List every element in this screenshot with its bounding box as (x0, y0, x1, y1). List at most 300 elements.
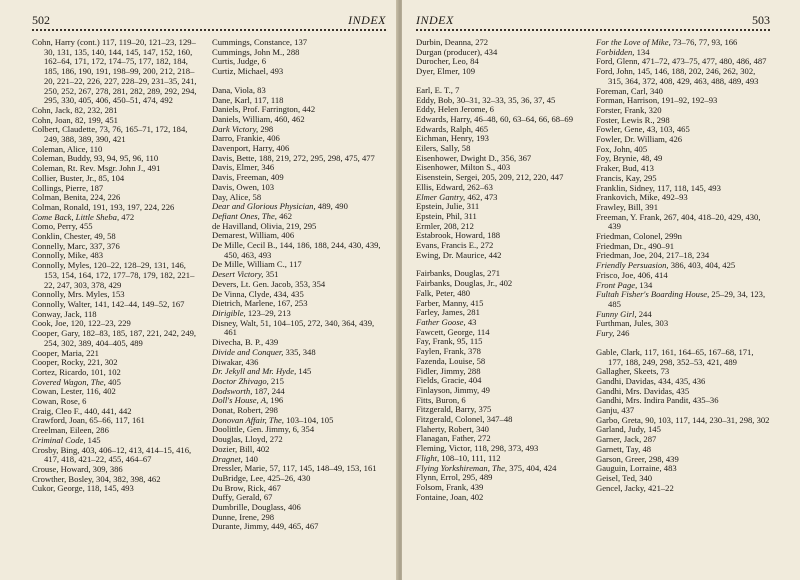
entry-name: Front Page, (596, 279, 638, 290)
header-rule (32, 29, 386, 31)
entry-name: Creelman, Eileen, (32, 425, 94, 436)
index-entry (32, 38, 202, 106)
entry-pages: 492–93 (661, 192, 688, 203)
running-head: INDEX (348, 13, 386, 27)
entry-pages: 402 (499, 278, 513, 289)
right-page (402, 0, 800, 580)
entry-pages: 491 (147, 163, 161, 174)
entry-pages: 140 (244, 453, 258, 464)
entry-name: Eddy, Helen Jerome, (416, 104, 488, 115)
entry-pages: 182–83, 185, 187, 221, 242, 249, 254, 302, 389, 404–405, 489 (44, 328, 197, 348)
entry-name: Garnett, Tay, (596, 443, 641, 454)
entry-pages: 281 (467, 307, 480, 318)
entry-pages: 493 (270, 66, 284, 77)
entry-pages: 191–92, 192–93 (661, 95, 718, 106)
entry-name: Cowan, Lester, (32, 386, 84, 397)
entry-pages: 406, 414 (637, 269, 668, 280)
index-entry (596, 484, 770, 494)
entry-pages: 435–36 (692, 395, 719, 406)
entry-name: Doolittle, Gen. Jimmy, (212, 424, 291, 435)
entry-name: Frankovich, Mike, (596, 192, 660, 203)
entry-name: Dirigible, (212, 307, 246, 318)
entry-name: Cortez, Ricardo, (32, 366, 89, 377)
entry-name: Gandhi, Mrs. Indira Pandit, (596, 395, 691, 406)
entry-name: Connolly, Mrs. Myles, (32, 289, 110, 300)
entry-pages: 117 (289, 259, 302, 270)
entry-pages: 144, 186, 188, 244, 430, 439, 450, 463, 493 (224, 240, 381, 260)
entry-name: Dana, Viola, (212, 84, 256, 95)
entry-pages: 460, 462 (274, 113, 305, 124)
entry-name: Epstein, Julie, (416, 201, 465, 212)
entry-pages: 439 (470, 481, 484, 492)
entry-name: De Vinna, Clyde, (212, 288, 272, 299)
entry-pages: 215 (270, 375, 284, 386)
entry-pages: 436 (245, 356, 259, 367)
entry-name: Connolly, Myles, (32, 260, 92, 271)
entry-name: Flanagan, Father, (416, 433, 476, 444)
entry-pages: 58 (461, 143, 471, 154)
entry-name: Durocher, Leo, (416, 56, 468, 67)
entry-pages: 311 (464, 210, 477, 221)
entry-name: Criminal Code, (32, 434, 86, 445)
entry-name: Doctor Zhivago, (212, 375, 269, 386)
page-header (32, 12, 386, 28)
entry-pages: 116, 402 (86, 386, 116, 397)
entry-name: Folsom, Frank, (416, 481, 469, 492)
entry-pages: 421–22 (647, 482, 674, 493)
entry-pages: 483 (90, 250, 104, 261)
entry-name: Flying Yorkshireman, The, (416, 462, 508, 473)
entry-pages: 442 (302, 104, 316, 115)
entry-pages: 434, 435, 436 (658, 375, 706, 386)
entry-name: Gallagher, Skeets, (596, 366, 659, 377)
entry-name: Cukor, George, (32, 483, 85, 494)
entry-name: Finlayson, Jimmy, (416, 384, 480, 395)
entry-pages: 298 (656, 114, 670, 125)
entry-name: Crouse, Howard, (32, 463, 91, 474)
entry-pages: 51, 104–105, 272, 340, 364, 439, 461 (224, 317, 375, 338)
entry-name: Dear and Glorious Physician, (212, 201, 316, 212)
entry-name: Francis, Kay, (596, 172, 642, 183)
entry-pages: 117, 119–20, 121–23, 129–30, 131, 135, 140, 144, 145, 147, 152, 160, 162–64, 171, 172, 174–75, 177, 182, 184, 185, 186, 190, 191, 198–99, 200, 212, 218–20, 221–22, 226, 227, 228–29, 231–35, 241, 250, 252, 267, 278, 281, 282, 289, 292, 294, 295, 330, 405, 406, 450–51, 474, 492 (44, 37, 197, 106)
entry-pages: 67 (263, 492, 273, 503)
entry-name: Connolly, Mike, (32, 250, 89, 261)
entry-pages: 437 (621, 405, 635, 416)
entry-name: Eichman, Henry, (416, 133, 474, 144)
entry-pages: 471–72, 473–75, 477, 480, 486, 487 (641, 56, 767, 67)
entry-name: Fultah Fisher's Boarding House, (596, 289, 710, 300)
entry-name: Cohn, Jack, (32, 104, 73, 115)
page-number: 502 (32, 13, 50, 27)
entry-pages: 73 (660, 366, 670, 377)
entry-name: Flynn, Errol, (416, 472, 461, 483)
entry-pages: 298, 439 (648, 453, 679, 464)
entry-pages: 449, 465, 467 (271, 521, 319, 532)
entry-pages: 145 (298, 366, 312, 377)
entry-pages: 25–29, 34, 123, 485 (608, 289, 766, 309)
entry-name: Gencel, Jacky, (596, 482, 646, 493)
entry-pages: 356, 367 (501, 152, 532, 163)
entry-pages: 299n (664, 231, 682, 242)
entry-name: Elmer Gantry, (416, 191, 466, 202)
entry-pages: 480 (457, 287, 471, 298)
entry-name: Ermler, (416, 220, 442, 231)
entry-pages: 118, 298, 373, 493 (474, 443, 539, 454)
entry-pages: 145 (647, 424, 661, 435)
entry-pages: 193 (476, 133, 489, 144)
entry-name: Daniels, Prof. Farrington, (212, 104, 301, 115)
entry-pages: 434 (484, 46, 498, 57)
entry-name: Coleman, Alice, (32, 143, 88, 154)
entry-pages: 191, 193, 197, 224, 226 (92, 201, 175, 212)
entry-pages: 117, 161, 164–65, 167–68, 171, 177, 188, 249, 298, 352–53, 421, 489 (608, 346, 754, 367)
entry-name: Disney, Walt, (212, 317, 259, 328)
entry-name: Fairbanks, Douglas, Jr., (416, 278, 498, 289)
entry-pages: 221, 302 (87, 357, 118, 368)
entry-name: Ganju, (596, 405, 620, 416)
entry-name: Diwakar, (212, 356, 244, 367)
entry-pages: 85, 104 (98, 172, 125, 183)
entry-pages: 406 (266, 133, 280, 144)
entry-name: Dressler, Marie, (212, 463, 268, 474)
entry-pages: 196 (270, 395, 284, 406)
entry-name: Ellis, Edward, (416, 181, 465, 192)
entry-name: Cohn, Harry (cont.) (32, 37, 100, 47)
entry-pages: 406 (276, 143, 290, 154)
entry-pages: 272 (477, 433, 491, 444)
entry-name: Fitzgerald, Colonel, (416, 414, 485, 425)
entry-pages: 462 (279, 210, 292, 221)
entry-name: Dunne, Irene, (212, 511, 260, 522)
entry-name: Friedman, Dr., (596, 240, 647, 251)
entry-pages: 483 (663, 463, 677, 474)
entry-name: Forman, Harrison, (596, 95, 660, 106)
entry-pages: 224, 226 (90, 192, 121, 203)
entry-pages: 295, 489 (462, 472, 493, 483)
entry-name: Durante, Jimmy, (212, 521, 269, 532)
entry-pages: 101, 102 (90, 366, 121, 377)
entry-name: Freeman, Y. Frank, (596, 211, 662, 222)
entry-pages: 188 (487, 230, 501, 241)
index-column (32, 38, 202, 532)
entry-name: Cowan, Rose, (32, 396, 80, 407)
entry-pages: 141, 142–44, 149–52, 167 (94, 298, 185, 309)
entry-pages: 288 (286, 46, 300, 57)
entry-pages: 286 (95, 425, 109, 436)
entry-pages: 90, 103, 117, 144, 230–31, 298, 302 (645, 414, 770, 425)
entry-pages: 425–26, 430 (267, 472, 311, 483)
page-header (416, 12, 770, 28)
entry-pages: 145 (87, 434, 101, 445)
entry-name: Edwards, Ralph, (416, 123, 474, 134)
entry-name: Dumbrille, Douglass, (212, 502, 286, 513)
entry-pages: 103 (261, 181, 275, 192)
entry-pages: 48, 49 (640, 153, 663, 164)
entry-name: Conklin, Chester, (32, 231, 93, 242)
entry-name: Fowler, Gene, (596, 124, 645, 135)
entry-name: Cook, Joe, (32, 318, 69, 329)
entry-name: Gandhi, Mrs. Davidas, (596, 385, 675, 396)
entry-name: Dietrich, Marlene, (212, 298, 276, 309)
entry-pages: 402 (470, 491, 484, 502)
entry-name: Geisel, Ted, (596, 472, 638, 483)
entry-pages: 413 (641, 163, 654, 174)
entry-name: Dyer, Elmer, (416, 66, 460, 77)
entry-pages: 137 (294, 37, 308, 47)
entry-pages: 386, 403, 404, 425 (670, 260, 736, 271)
entry-pages: 73–76, 77, 93, 166 (672, 37, 738, 47)
entry-pages: 375 (478, 404, 492, 415)
entry-name: Foster, Lewis R., (596, 114, 655, 125)
entry-name: Fitts, Buron, (416, 394, 460, 405)
entry-pages: 403 (497, 162, 511, 173)
entry-name: Darro, Frankie, (212, 133, 265, 144)
entry-name: Cummings, Constance, (212, 37, 292, 47)
entry-pages: 351 (265, 269, 279, 280)
entry-name: Funny Girl, (596, 308, 637, 319)
index-entry (212, 241, 386, 260)
entry-name: Flaherty, Robert, (416, 423, 474, 434)
entry-name: Ewing, Dr. Maurice, (416, 249, 487, 260)
entry-pages: 221 (86, 347, 99, 358)
entry-pages: 109 (462, 66, 475, 77)
entry-name: Frisco, Joe, (596, 269, 636, 280)
entry-name: Fleming, Victor, (416, 443, 473, 454)
entry-pages: 262–63 (467, 181, 493, 192)
entry-name: Epstein, Phil, (416, 210, 463, 221)
entry-name: Demarest, William, (212, 230, 280, 241)
entry-pages: 465 (475, 123, 489, 134)
entry-name: Fontaine, Joan, (416, 491, 469, 502)
entry-pages: 435 (676, 385, 690, 396)
entry-name: Farber, Manny, (416, 297, 469, 308)
entry-name: Franklin, Sidney, (596, 182, 655, 193)
index-entry (596, 213, 770, 232)
entry-name: Fraker, Bud, (596, 163, 639, 174)
entry-name: Como, Perry, (32, 221, 78, 232)
entry-pages: 43, 103, 465 (646, 124, 690, 135)
entry-name: Edwards, Harry, (416, 113, 472, 124)
entry-pages: 346 (261, 162, 275, 173)
entry-name: Garson, Greer, (596, 453, 647, 464)
entry-name: Coleman, Rt. Rev. Msgr. John J., (32, 163, 146, 174)
entry-name: De Mille, William C., (212, 259, 287, 270)
entry-name: Fidler, Jimmy, (416, 365, 466, 376)
index-column (416, 38, 586, 502)
entry-name: Fitzgerald, Barry, (416, 404, 477, 415)
index-entry (212, 67, 386, 77)
entry-pages: 134 (636, 46, 650, 57)
entry-pages: 298 (265, 405, 278, 416)
entry-pages: 320 (648, 104, 662, 115)
page-number: 503 (752, 13, 770, 27)
entry-pages: 204, 217–18, 234 (649, 250, 710, 261)
entry-pages: 117, 118 (254, 94, 284, 105)
entry-pages: 391 (645, 201, 659, 212)
entry-name: Curtis, Judge, (212, 56, 260, 67)
index-entry (212, 319, 386, 338)
entry-pages: 110 (89, 143, 103, 154)
entry-name: For the Love of Mike, (596, 37, 671, 47)
entry-name: Colman, Benita, (32, 192, 89, 203)
entry-pages: 375, 404, 424 (509, 462, 557, 473)
index-entry (416, 67, 586, 77)
entry-pages: 118, 145, 493 (86, 483, 134, 494)
entry-pages: 120, 122–23, 229 (70, 318, 131, 329)
entry-pages: 288 (467, 365, 481, 376)
entry-name: Connelly, Marc, (32, 240, 88, 251)
entry-pages: 298 (260, 123, 274, 134)
entry-pages: 267, 404, 418–20, 429, 430, 439 (608, 211, 761, 232)
running-head: INDEX (416, 13, 454, 27)
entry-pages: 83 (257, 84, 266, 95)
entry-pages: 82, 232, 281 (74, 104, 118, 115)
entry-pages: 134 (639, 279, 653, 290)
entry-name: Dr. Jekyll and Mr. Hyde, (212, 366, 297, 377)
entry-pages: 65–66, 117, 161 (89, 415, 145, 426)
entry-pages: 6 (82, 396, 87, 407)
entry-pages: 489, 490 (317, 201, 348, 212)
entry-pages: 118 (83, 308, 97, 319)
index-entry (416, 493, 586, 503)
entry-name: Collier, Buster, Jr., (32, 172, 97, 183)
entry-name: Curtiz, Michael, (212, 66, 269, 77)
entry-pages: 335, 348 (285, 346, 316, 357)
entry-pages: 6 (461, 394, 466, 405)
index-columns (32, 38, 386, 532)
entry-pages: 57, 117, 145, 148–49, 153, 161 (269, 463, 377, 474)
entry-name: Collings, Pierre, (32, 182, 89, 193)
entry-name: Evans, Francis E., (416, 240, 479, 251)
index-entry (416, 251, 586, 261)
entry-name: Duffy, Gerald, (212, 492, 262, 503)
entry-pages: 347–48 (486, 414, 513, 425)
entry-pages: 49, 58 (94, 231, 116, 242)
entry-pages: 123–29, 213 (247, 307, 291, 318)
entry-name: Donovan Affair, The, (212, 414, 284, 425)
entry-pages: 402 (256, 443, 270, 454)
entry-pages: 434, 435 (273, 288, 304, 299)
entry-name: Cummings, John M., (212, 46, 285, 57)
entry-pages: 304, 382, 398, 462 (96, 473, 161, 484)
entry-pages: 415 (470, 297, 484, 308)
entry-name: Father Goose, (416, 316, 466, 327)
entry-name: Fay, Frank, (416, 336, 455, 347)
entry-pages: 406 (287, 502, 301, 513)
entry-name: Desert Victory, (212, 269, 264, 280)
entry-pages: 340 (649, 85, 663, 96)
entry-name: Davenport, Harry, (212, 143, 275, 154)
entry-name: Durgan (producer), (416, 46, 483, 57)
entry-name: Coleman, Buddy, (32, 153, 92, 164)
entry-pages: 6, 354 (292, 424, 315, 435)
index-entry (32, 329, 202, 348)
entry-name: Dozier, Bill, (212, 443, 255, 454)
entry-pages: 153 (111, 289, 125, 300)
entry-pages: 145, 146, 188, 202, 246, 262, 302, 315, 364, 372, 408, 429, 463, 488, 489, 493 (608, 66, 759, 86)
entry-pages: 311 (466, 201, 480, 212)
entry-name: Gable, Clark, (596, 346, 643, 357)
entry-pages: 120–22, 128–29, 131, 146, 153, 154, 164, 172, 177–78, 179, 182, 221–22, 247, 303, 378, 429 (44, 260, 195, 290)
entry-name: Davis, Bette, (212, 152, 257, 163)
entry-name: Covered Wagon, The, (32, 376, 106, 387)
index-column (596, 38, 770, 502)
entry-pages: 439 (265, 337, 279, 348)
entry-name: Faylen, Frank, (416, 346, 466, 357)
entry-name: Day, Alice, (212, 191, 251, 202)
entry-name: Foreman, Carl, (596, 85, 648, 96)
entry-pages: 208, 212 (443, 220, 474, 231)
entry-pages: 405 (108, 376, 121, 387)
entry-name: Fury, (596, 328, 615, 339)
entry-pages: 378 (468, 346, 481, 357)
entry-pages: 404 (468, 375, 482, 386)
entry-pages: 82, 199, 451 (74, 114, 118, 125)
entry-name: Eisenstein, Sergei, (416, 172, 480, 183)
entry-pages: 103–104, 105 (286, 414, 334, 425)
entry-name: Falk, Peter, (416, 287, 456, 298)
entry-pages: 48 (642, 443, 652, 454)
entry-name: Dragnet, (212, 453, 243, 464)
entry-name: Dark Victory, (212, 123, 259, 134)
entry-name: Conway, Jack, (32, 308, 82, 319)
entry-pages: 30–31, 32–33, 35, 36, 37, 45 (456, 94, 556, 105)
index-entry (596, 329, 770, 339)
entry-pages: 187 (90, 182, 104, 193)
entry-pages: 7 (455, 84, 460, 95)
entry-name: Daniels, William, (212, 113, 273, 124)
entry-name: Come Back, Little Sheba, (32, 211, 120, 222)
entry-name: Friedman, Colonel, (596, 231, 663, 242)
entry-name: Furthman, Jules, (596, 318, 654, 329)
entry-name: Friendly Persuasion, (596, 260, 669, 271)
entry-name: Friedman, Joe, (596, 250, 647, 261)
entry-pages: 187, 244 (254, 385, 285, 396)
entry-name: Garner, Jack, (596, 434, 642, 445)
index-entry (32, 261, 202, 290)
entry-name: Flight, (416, 452, 440, 463)
entry-name: Eisenhower, Milton S., (416, 162, 496, 173)
entry-name: Ford, Glenn, (596, 56, 640, 67)
entry-pages: 49 (481, 384, 490, 395)
entry-pages: 58 (252, 191, 262, 202)
entry-name: Crosby, Bing, (32, 444, 80, 455)
entry-pages: 490–91 (648, 240, 675, 251)
entry-name: Cooper, Rocky, (32, 357, 86, 368)
entry-name: Dane, Karl, (212, 94, 252, 105)
entry-pages: 426 (669, 134, 683, 145)
entry-pages: 340 (639, 472, 653, 483)
entry-pages: 58 (476, 355, 486, 366)
entry-name: Douglas, Lloyd, (212, 434, 268, 445)
entry-name: Eddy, Bob, (416, 94, 455, 105)
entry-pages: 405 (634, 143, 648, 154)
entry-name: Fowler, Dr. William, (596, 134, 668, 145)
entry-name: Gandhi, Davidas, (596, 375, 656, 386)
index-entry (596, 348, 770, 367)
entry-name: Ford, John, (596, 66, 635, 77)
entry-pages: 298 (261, 511, 275, 522)
entry-name: Divecha, B. P., (212, 337, 264, 348)
index-column (212, 38, 386, 532)
entry-pages: 442 (488, 249, 502, 260)
index-columns (416, 38, 770, 502)
entry-pages: 295 (643, 172, 657, 183)
entry-pages: 108–10, 111, 112 (441, 452, 501, 463)
entry-pages: 43 (467, 316, 477, 327)
entry-name: Colman, Ronald, (32, 201, 91, 212)
entry-pages: 303 (655, 318, 669, 329)
